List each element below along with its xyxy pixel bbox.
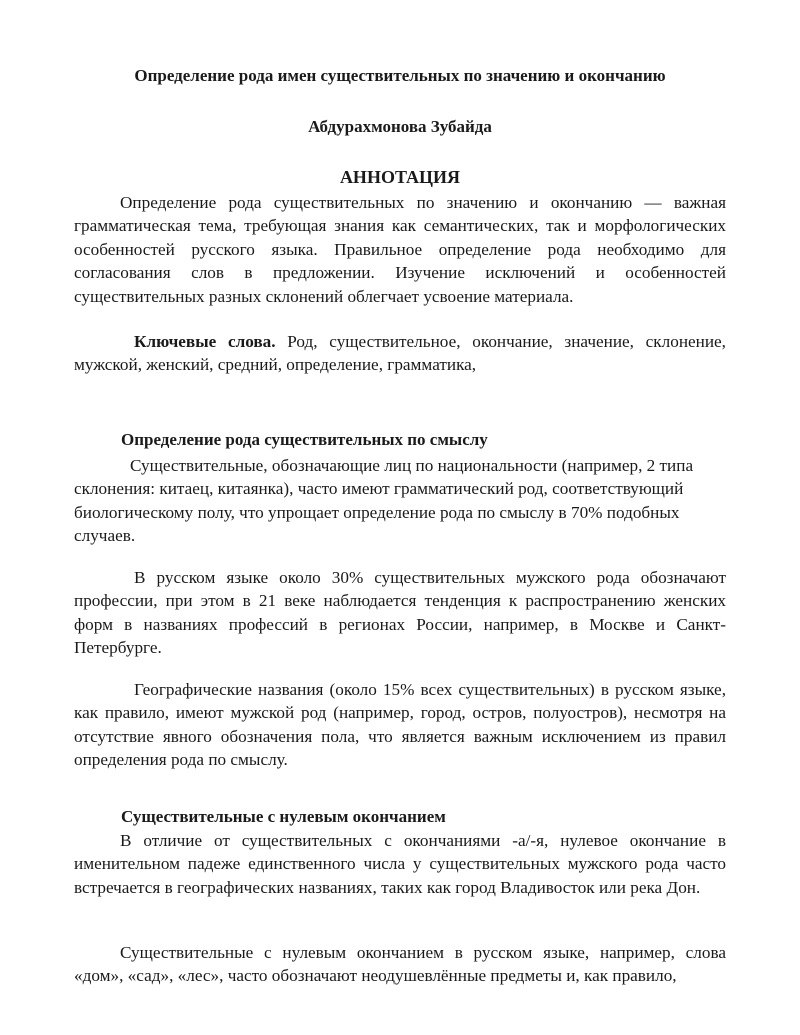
section1-heading: Определение рода существительных по смыслу — [121, 430, 488, 449]
keywords-text: Род, существительное, окончание, значение, склонение, мужской, женский, средний, определение, грамматика, — [74, 332, 726, 375]
section2-heading: Существительные с нулевым окончанием — [121, 807, 446, 826]
section2-paragraph-1 — [74, 829, 726, 899]
section2-paragraph-1-text: В отличие от существительных с окончаниями -а/-я, нулевое окончание в именительном падеже единственного числа у существительных мужского рода часто встречается в географических названиях, таких как город Владивосток или река Дон. — [74, 831, 726, 897]
keywords-paragraph — [74, 330, 726, 377]
section2-paragraph-2 — [74, 941, 726, 988]
section2-paragraph-2-text: Существительные с нулевым окончанием в русском языке, например, слова «дом», «сад», «лес», часто обозначают неодушевлённые предметы и, как правило, — [74, 943, 726, 986]
section1-paragraph-1 — [74, 454, 726, 548]
section1-paragraph-2-text: В русском языке около 30% существительных мужского рода обозначают профессии, при этом в 21 веке наблюдается тенденция к распространению женских форм в названиях профессий в регионах России, например, в Москве и Санкт-Петербурге. — [74, 568, 726, 658]
annotation-paragraph — [74, 191, 726, 308]
section1-paragraph-2 — [74, 566, 726, 660]
document-title: Определение рода имен существительных по значению и окончанию — [134, 66, 666, 85]
keywords-label: Ключевые слова. — [134, 332, 276, 351]
section1-paragraph-3 — [74, 678, 726, 772]
annotation-heading: АННОТАЦИЯ — [339, 167, 461, 187]
section1-paragraph-3-text: Географические названия (около 15% всех существительных) в русском языке, как правило, имеют мужской род (например, город, остров, полуостров), несмотря на отсутствие явного обозначения пола, что является важным исключением из правил определения рода по смыслу. — [74, 680, 726, 770]
annotation-text: Определение рода существительных по значению и окончанию — важная грамматическая тема, требующая знания как семантических, так и морфологических особенностей русского языка. Правильное определение рода необходимо для согласования слов в предложении. Изучение исключений и особенностей существительных разных склонений облегчает усвоение материала. — [74, 193, 726, 306]
section1-paragraph-1-text: Существительные, обозначающие лиц по национальности (например, 2 типа склонения: китаец, китаянка), часто имеют грамматический род, соответствующий биологическому полу, что упрощает определение рода по смыслу в 70% подобных случаев. — [74, 456, 694, 546]
document-author: Абдурахмонова Зубайда — [308, 117, 492, 136]
